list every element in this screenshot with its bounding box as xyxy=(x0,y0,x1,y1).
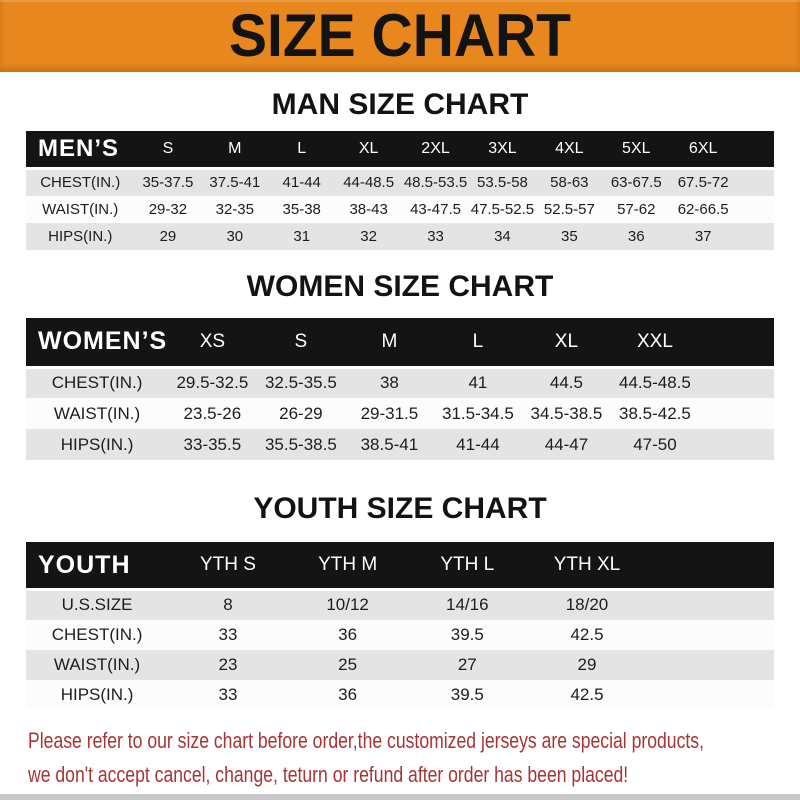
youth-section-title: YOUTH SIZE CHART xyxy=(253,492,547,525)
size-cell: 44-48.5 xyxy=(343,174,395,192)
row-spacer xyxy=(699,398,774,429)
size-cell: 34.5-38.5 xyxy=(530,403,603,423)
row-label-chest-in: CHEST(IN.) xyxy=(40,174,121,192)
men-row-chest-in xyxy=(26,169,774,196)
column-header-yth-s: YTH S xyxy=(168,542,288,590)
men-row-hips-in xyxy=(26,223,774,250)
size-cell: 43-47.5 xyxy=(410,200,461,218)
size-cell: 33 xyxy=(218,624,238,644)
women-header-row xyxy=(26,318,774,368)
column-header-yth-xl: YTH XL xyxy=(527,542,647,590)
size-cell: 62-66.5 xyxy=(677,200,729,218)
women-size-section xyxy=(0,270,800,461)
size-cell: 30 xyxy=(226,227,244,245)
size-cell: 33 xyxy=(218,684,238,704)
youth-corner-label: YOUTH xyxy=(26,542,168,590)
size-cell: 38.5-41 xyxy=(360,434,419,454)
column-header-s: S xyxy=(134,131,201,169)
men-size-section xyxy=(0,88,800,250)
column-header-xxl: XXL xyxy=(611,318,700,368)
row-label-hips-in: HIPS(IN.) xyxy=(48,227,113,245)
youth-row-chest-in xyxy=(26,620,774,650)
footer-line-2: we don't accept cancel, change, teturn or refund after order has been placed! xyxy=(28,761,629,787)
size-cell: 44.5 xyxy=(549,373,583,393)
youth-header-row xyxy=(26,542,774,590)
size-cell: 42.5 xyxy=(570,684,604,704)
row-spacer xyxy=(647,590,774,620)
column-header-4xl: 4XL xyxy=(536,131,603,169)
youth-row-waist-in xyxy=(26,650,774,680)
size-cell: 52.5-57 xyxy=(543,200,595,218)
size-cell: 26-29 xyxy=(279,403,323,423)
size-cell: 23.5-26 xyxy=(183,403,242,423)
size-cell: 38 xyxy=(379,373,399,393)
size-cell: 27 xyxy=(457,654,477,674)
size-cell: 44.5-48.5 xyxy=(619,373,691,393)
size-cell: 41-44 xyxy=(456,434,500,454)
size-cell: 67.5-72 xyxy=(677,174,729,192)
size-cell: 32.5-35.5 xyxy=(264,373,337,393)
size-cell: 29-31.5 xyxy=(360,403,419,423)
women-size-table xyxy=(26,318,774,461)
column-header-s: S xyxy=(257,318,346,368)
size-chart-sections xyxy=(0,88,800,710)
header-spacer xyxy=(647,542,774,590)
column-header-xl: XL xyxy=(335,131,402,169)
row-spacer xyxy=(737,169,774,196)
size-cell: 48.5-53.5 xyxy=(403,174,468,192)
row-label-u-s-size: U.S.SIZE xyxy=(61,595,133,615)
size-cell: 58-63 xyxy=(550,174,589,192)
size-cell: 8 xyxy=(223,595,233,615)
youth-row-u-s-size xyxy=(26,590,774,620)
column-header-l: L xyxy=(268,131,335,169)
column-header-3xl: 3XL xyxy=(469,131,536,169)
size-cell: 63-67.5 xyxy=(610,174,662,192)
size-cell: 34 xyxy=(494,227,511,245)
column-header-5xl: 5XL xyxy=(603,131,670,169)
row-spacer xyxy=(737,223,774,250)
row-spacer xyxy=(647,680,774,710)
size-cell: 29-32 xyxy=(148,200,188,218)
men-corner-label: MEN’S xyxy=(26,131,134,169)
women-row-chest-in xyxy=(26,367,774,398)
women-section-title: WOMEN SIZE CHART xyxy=(246,269,554,303)
women-corner-label: WOMEN’S xyxy=(26,318,168,368)
men-size-table xyxy=(26,131,774,250)
size-cell: 35-37.5 xyxy=(142,174,194,192)
size-cell: 47-50 xyxy=(633,434,677,454)
size-cell: 33-35.5 xyxy=(183,434,242,454)
size-cell: 32 xyxy=(360,227,377,245)
column-header-6xl: 6XL xyxy=(670,131,737,169)
footer-note xyxy=(0,724,800,792)
size-cell: 36 xyxy=(627,227,645,245)
size-cell: 29.5-32.5 xyxy=(176,373,249,393)
header-spacer xyxy=(737,131,774,169)
row-label-waist-in: WAIST(IN.) xyxy=(42,200,119,218)
men-header-row xyxy=(26,131,774,169)
size-cell: 14/16 xyxy=(446,595,489,615)
column-header-xs: XS xyxy=(168,318,257,368)
size-cell: 25 xyxy=(338,654,358,674)
column-header-l: L xyxy=(434,318,523,368)
size-cell: 41 xyxy=(468,373,488,393)
footer-line-1: Please refer to our size chart before order,the customized jerseys are special products, xyxy=(28,727,704,753)
size-cell: 41-44 xyxy=(282,174,321,192)
men-section-title: MAN SIZE CHART xyxy=(271,88,529,121)
row-label-chest-in: CHEST(IN.) xyxy=(51,373,143,393)
size-cell: 23 xyxy=(218,654,238,674)
size-cell: 38.5-42.5 xyxy=(619,403,691,423)
size-cell: 29 xyxy=(577,654,597,674)
banner xyxy=(0,0,800,72)
women-row-waist-in xyxy=(26,398,774,429)
youth-size-section xyxy=(0,492,800,710)
youth-size-table xyxy=(26,542,774,710)
size-cell: 10/12 xyxy=(326,595,369,615)
size-cell: 37 xyxy=(694,227,712,245)
size-cell: 36 xyxy=(338,684,358,704)
women-row-hips-in xyxy=(26,429,774,460)
size-cell: 36 xyxy=(338,624,358,644)
column-header-yth-l: YTH L xyxy=(407,542,527,590)
size-cell: 42.5 xyxy=(570,624,604,644)
size-cell: 35-38 xyxy=(282,200,321,218)
row-spacer xyxy=(699,429,774,460)
row-label-hips-in: HIPS(IN.) xyxy=(60,434,134,454)
size-cell: 18/20 xyxy=(565,595,609,615)
row-spacer xyxy=(647,620,774,650)
size-cell: 53.5-58 xyxy=(477,174,528,192)
banner-title: SIZE CHART xyxy=(229,2,571,69)
size-cell: 38-43 xyxy=(349,200,388,218)
size-cell: 57-62 xyxy=(617,200,656,218)
men-row-waist-in xyxy=(26,196,774,223)
size-cell: 39.5 xyxy=(450,684,484,704)
column-header-m: M xyxy=(201,131,268,169)
column-header-yth-m: YTH M xyxy=(288,542,408,590)
column-header-m: M xyxy=(345,318,434,368)
row-label-hips-in: HIPS(IN.) xyxy=(60,684,134,704)
row-spacer xyxy=(699,367,774,398)
row-spacer xyxy=(737,196,774,223)
size-cell: 44-47 xyxy=(544,434,589,454)
column-header-xl: XL xyxy=(522,318,611,368)
row-label-waist-in: WAIST(IN.) xyxy=(53,403,141,423)
size-cell: 35 xyxy=(561,227,578,245)
size-cell: 33 xyxy=(427,227,444,245)
size-cell: 35.5-38.5 xyxy=(264,434,337,454)
row-label-waist-in: WAIST(IN.) xyxy=(53,654,141,674)
size-cell: 32-35 xyxy=(215,200,254,218)
row-spacer xyxy=(647,650,774,680)
size-cell: 29 xyxy=(159,227,177,245)
youth-row-hips-in xyxy=(26,680,774,710)
size-cell: 31.5-34.5 xyxy=(441,403,514,423)
size-cell: 47.5-52.5 xyxy=(470,200,535,218)
size-cell: 31 xyxy=(293,227,311,245)
header-spacer xyxy=(699,318,774,368)
size-cell: 39.5 xyxy=(450,624,484,644)
row-label-chest-in: CHEST(IN.) xyxy=(51,624,143,644)
bottom-strip xyxy=(0,794,800,800)
size-cell: 37.5-41 xyxy=(209,174,261,192)
column-header-2xl: 2XL xyxy=(402,131,469,169)
